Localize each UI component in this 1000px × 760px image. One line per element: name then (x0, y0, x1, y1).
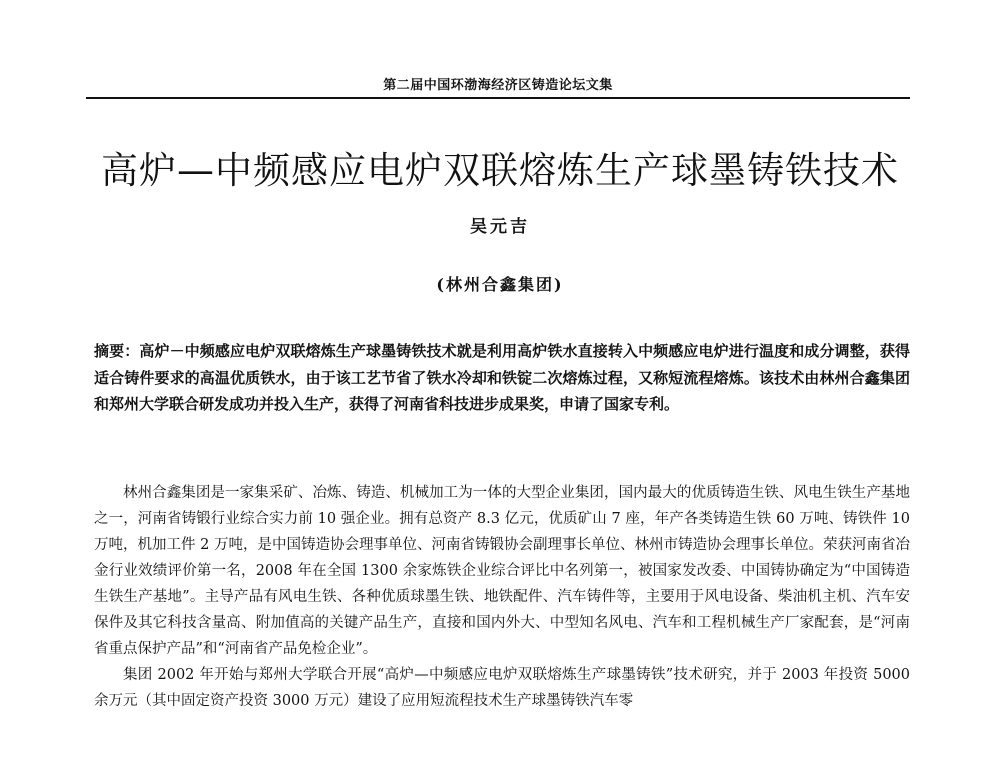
abstract-text: 高炉－中频感应电炉双联熔炼生产球墨铸铁技术就是利用高炉铁水直接转入中频感应电炉进行温度和成分调整，获得适合铸件要求的高温优质铁水，由于该工艺节省了铁水冷却和铁锭二次熔炼过程，又称短流程熔炼。该技术由林州合鑫集团和郑州大学联合研发成功并投入生产，获得了河南省科技进步成果奖，申请了国家专利。 (94, 342, 910, 413)
author-name: 吴元吉 (470, 217, 530, 237)
abstract-label: 摘要： (94, 342, 140, 360)
header-rule (86, 97, 910, 99)
author-affiliation: (林州合鑫集团) (436, 275, 564, 294)
body-text (94, 480, 910, 714)
running-header: 第二届中国环渤海经济区铸造论坛文集 (383, 78, 613, 93)
body-paragraph-2: 集团 2002 年开始与郑州大学联合开展“高炉—中频感应电炉双联熔炼生产球墨铸铁”技术研究，并于 2003 年投资 5000 余万元（其中固定资产投资 3000 万元）建设了应用短流程技术生产球墨铸铁汽车零 (94, 667, 910, 709)
body-paragraph-1: 林州合鑫集团是一家集采矿、冶炼、铸造、机械加工为一体的大型企业集团，国内最大的优质铸造生铁、风电生铁生产基地之一，河南省铸锻行业综合实力前 10 强企业。拥有总资产 8.3 亿元，优质矿山 7 座，年产各类铸造生铁 60 万吨、铸铁件 10 万吨，机加工件 2 万吨，是中国铸造协会理事单位、河南省铸锻协会副理事长单位、林州市铸造协会理事长单位。荣获河南省冶金行业效绩评价第一名，2008 年在全国 1300 余家炼铁企业综合评比中名列第一，被国家发改委、中国铸协确定为“中国铸造生铁生产基地”。主导产品有风电生铁、各种优质球墨生铁、地铁配件、汽车铸件等，主要用于风电设备、柴油机主机、汽车安保件及其它科技含量高、附加值高的关键产品生产，直接和国内外大、中型知名风电、汽车和工程机械生产厂家配套，是“河南省重点保护产品”和“河南省产品免检企业”。 (94, 485, 910, 657)
abstract (94, 338, 910, 418)
paper-title: 高炉—中频感应电炉双联熔炼生产球墨铸铁技术 (101, 149, 899, 192)
